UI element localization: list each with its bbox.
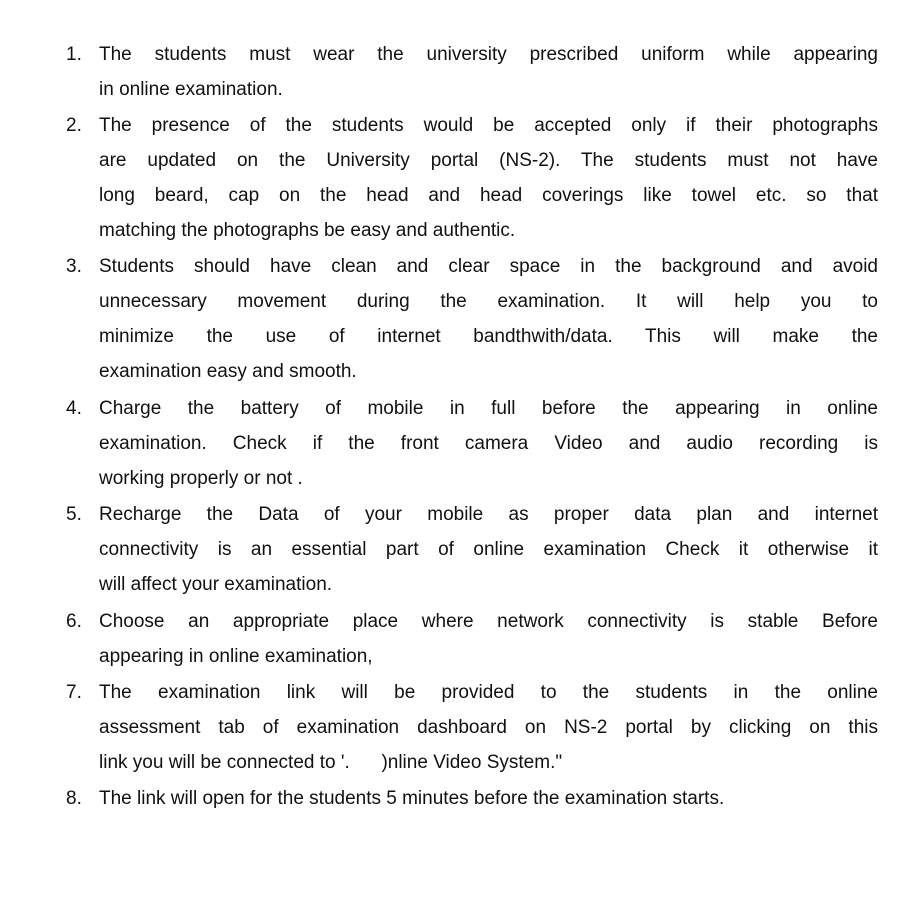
item-line: The students must wear the university prescribed uniform while appearing bbox=[99, 44, 878, 65]
item-number: 3. bbox=[66, 256, 82, 277]
item-line: Students should have clean and clear space in the background and avoid bbox=[99, 256, 878, 277]
item-number: 5. bbox=[66, 504, 82, 525]
list-item bbox=[66, 108, 878, 248]
item-line: long beard, cap on the head and head coverings like towel etc. so that bbox=[99, 185, 878, 206]
item-line: examination easy and smooth. bbox=[99, 361, 357, 382]
item-line: link you will be connected to '. )nline Video System." bbox=[99, 752, 563, 773]
item-line: Charge the battery of mobile in full before the appearing in online bbox=[99, 398, 878, 419]
list-item bbox=[66, 391, 878, 496]
item-line: matching the photographs be easy and authentic. bbox=[99, 220, 516, 241]
list-item bbox=[66, 249, 878, 389]
item-line: The link will open for the students 5 minutes before the examination starts. bbox=[99, 788, 725, 809]
item-line: minimize the use of internet bandthwith/data. This will make the bbox=[99, 326, 878, 347]
item-line: working properly or not . bbox=[99, 468, 303, 489]
item-line: will affect your examination. bbox=[99, 574, 333, 595]
item-line: assessment tab of examination dashboard on NS-2 portal by clicking on this bbox=[99, 717, 878, 738]
item-line: The examination link will be provided to the students in the online bbox=[99, 682, 878, 703]
item-number: 1. bbox=[66, 44, 82, 65]
list-item bbox=[66, 37, 878, 107]
item-number: 6. bbox=[66, 611, 82, 632]
item-line: appearing in online examination, bbox=[99, 646, 373, 667]
item-line: in online examination. bbox=[99, 79, 283, 100]
list-item bbox=[66, 675, 878, 780]
item-line: Choose an appropriate place where network connectivity is stable Before bbox=[99, 611, 878, 632]
item-line: examination. Check if the front camera Video and audio recording is bbox=[99, 433, 878, 454]
item-line: Recharge the Data of your mobile as proper data plan and internet bbox=[99, 504, 878, 525]
item-line: The presence of the students would be accepted only if their photographs bbox=[99, 115, 878, 136]
item-number: 4. bbox=[66, 398, 82, 419]
item-number: 7. bbox=[66, 682, 82, 703]
list-item bbox=[66, 781, 878, 816]
item-line: are updated on the University portal (NS-2). The students must not have bbox=[99, 150, 878, 171]
list-item bbox=[66, 604, 878, 674]
item-line: connectivity is an essential part of online examination Check it otherwise it bbox=[99, 539, 878, 560]
item-number: 8. bbox=[66, 788, 82, 809]
item-line: unnecessary movement during the examination. It will help you to bbox=[99, 291, 878, 312]
item-number: 2. bbox=[66, 115, 82, 136]
list-item bbox=[66, 497, 878, 602]
